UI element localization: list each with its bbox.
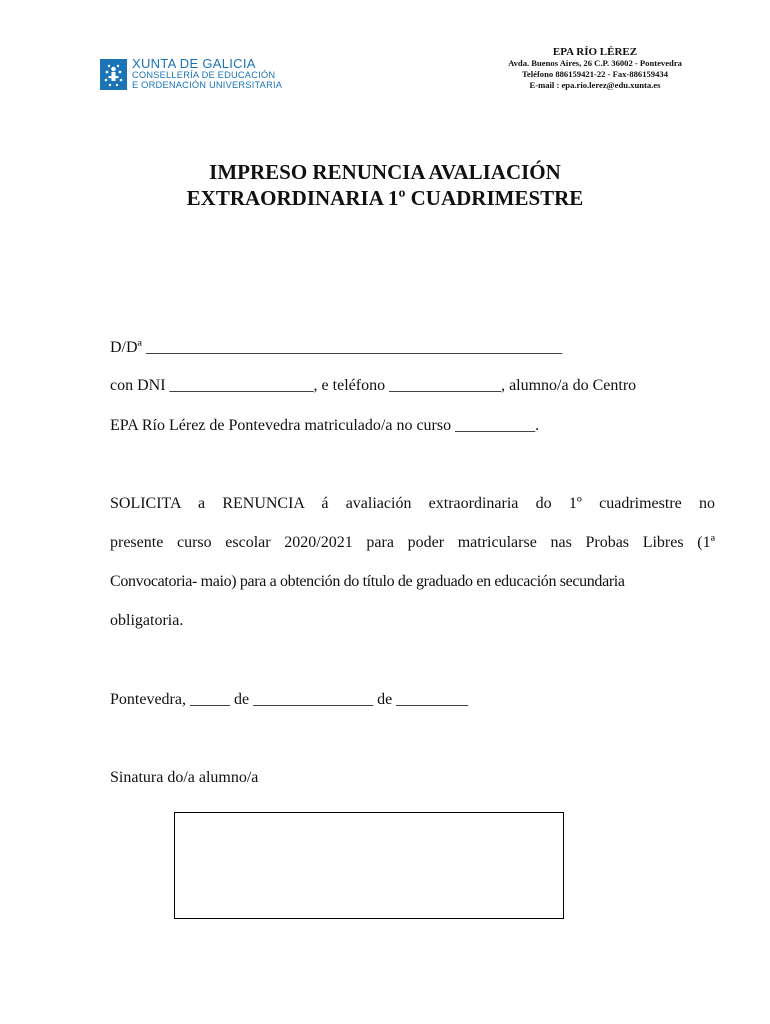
date-field-line[interactable]: Pontevedra, _____ de _______________ de _________: [110, 691, 469, 708]
signature-box[interactable]: [174, 812, 564, 919]
document-title: [60, 159, 710, 211]
request-line-1: SOLICITA a RENUNCIA á avaliación extraordinaria do 1º cuadrimestre no: [110, 495, 715, 512]
school-name: EPA RÍO LÉREZ: [552, 46, 638, 58]
signature-label: Sinatura do/a alumno/a: [110, 769, 259, 786]
name-field-line[interactable]: D/Dª ____________________________________________________: [110, 339, 562, 356]
school-address: Avda. Buenos Aires, 26 C.P. 36002 - Pontevedra: [508, 58, 682, 68]
title-line-1: IMPRESO RENUNCIA AVALIACIÓN: [209, 160, 561, 184]
request-line-4: obligatoria.: [110, 612, 184, 629]
logo-line-2: E ORDENACIÓN UNIVERSITARIA: [132, 80, 283, 91]
title-line-2: EXTRAORDINARIA 1º CUADRIMESTRE: [186, 186, 584, 210]
xunta-logo: [100, 56, 300, 95]
xunta-emblem-icon: [100, 59, 127, 90]
school-phone: Teléfono 886159421-22 - Fax-886159434: [521, 69, 668, 79]
school-email: E-mail : epa.rio.lerez@edu.xunta.es: [529, 80, 661, 90]
logo-text: [132, 57, 282, 91]
dni-phone-field-line[interactable]: con DNI __________________, e teléfono ______________, alumno/a do Centro: [110, 377, 637, 394]
contact-block: [470, 47, 720, 91]
logo-name: XUNTA DE GALICIA: [132, 56, 256, 71]
request-line-2: presente curso escolar 2020/2021 para poder matricularse nas Probas Libres (1ª: [110, 534, 715, 551]
course-field-line[interactable]: EPA Río Lérez de Pontevedra matriculado/a no curso __________.: [110, 417, 540, 434]
request-line-3: Convocatoria- maio) para a obtención do título de graduado en educación secundaria: [110, 573, 625, 590]
logo-line-1: CONSELLERÍA DE EDUCACIÓN: [132, 70, 276, 80]
